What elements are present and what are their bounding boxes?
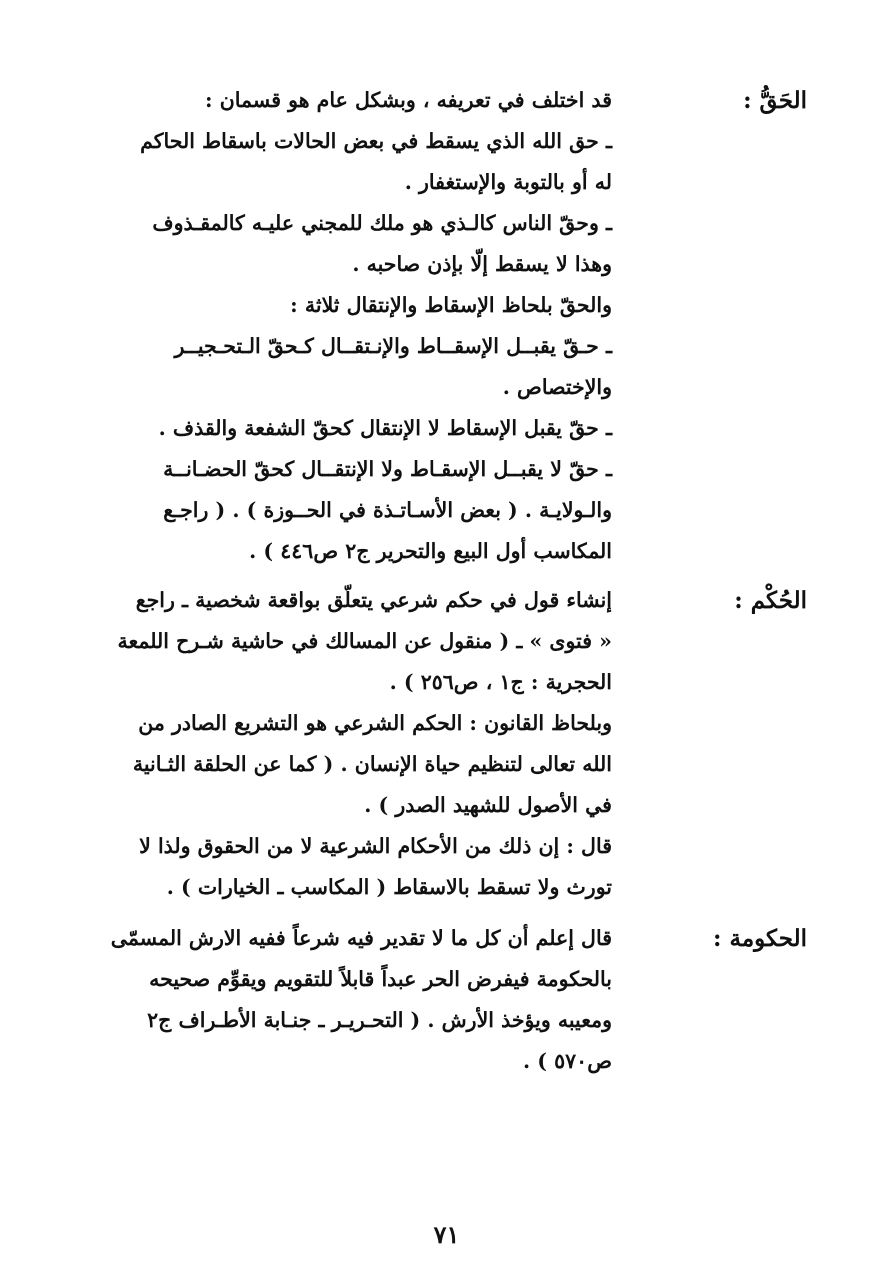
body-line: بالحكومة فيفرض الحر عبداً قابلاً للتقويم ويقوِّم صحيحه (149, 967, 612, 991)
body-line: له أو بالتوبة والإستغفار . (404, 170, 612, 194)
body-line: الله تعالى لتنظيم حياة الإنسان . ( كما عن الحلقة الثـانية (132, 752, 612, 776)
body-line: والحقّ بلحاظ الإسقاط والإنتقال ثلاثة : (290, 293, 612, 317)
body-line: إنشاء قول في حكم شرعي يتعلّق بواقعة شخصية ـ راجع (135, 588, 612, 612)
body-line: الحجرية : ج١ ، ص٢٥٦ ) . (389, 670, 612, 694)
body-line: ـ حـقّ يقبــل الإسقــاط والإنـتقــال كـحقّ الـتحـجيــر (174, 334, 612, 358)
body-line: ـ حقّ يقبل الإسقاط لا الإنتقال كحقّ الشفعة والقذف . (158, 416, 612, 440)
entry-body (92, 80, 612, 572)
body-line: ص٥٧٠ ) . (523, 1049, 612, 1073)
body-line: قال : إن ذلك من الأحكام الشرعية لا من الحقوق ولذا لا (139, 834, 612, 858)
body-line: وهذا لا يسقط إلّا بإذن صاحبه . (352, 252, 612, 276)
body-line: قد اختلف في تعريفه ، وبشكل عام هو قسمان : (205, 88, 612, 112)
page-number: ٧١ (433, 1220, 460, 1249)
body-line: ـ حق الله الذي يسقط في بعض الحالات باسقاط الحاكم (140, 129, 612, 153)
body-line: ـ وحقّ الناس كالـذي هو ملك للمجني عليـه كالمقـذوف (152, 211, 612, 235)
body-line: ومعيبه ويؤخذ الأرش . ( التحـريـر ـ جنـابة الأطـراف ج٢ (147, 1008, 612, 1032)
body-line: المكاسب أول البيع والتحرير ج٢ ص٤٤٦ ) . (249, 539, 612, 563)
body-line: تورث ولا تسقط بالاسقاط ( المكاسب ـ الخيارات ) . (166, 875, 612, 899)
entry-body (92, 918, 612, 1082)
entry-body (92, 580, 612, 908)
body-line: ـ حقّ لا يقبــل الإسقـاط ولا الإنتقــال كحقّ الحضـانــة (163, 457, 612, 481)
body-line: والـولايـة . ( بعض الأسـاتـذة في الحــوزة ) . ( راجـع (163, 498, 612, 522)
body-line: وبلحاظ القانون : الحكم الشرعي هو التشريع الصادر من (138, 711, 612, 735)
entry-term: الحُكْم : (734, 587, 807, 614)
body-line: قال إعلم أن كل ما لا تقدير فيه شرعاً ففيه الارش المسمّى (110, 926, 612, 950)
entry-term: الحكومة : (713, 925, 807, 952)
entry-term: الحَقُّ : (743, 87, 807, 114)
body-line: في الأصول للشهيد الصدر ) . (364, 793, 612, 817)
body-line: والإختصاص . (502, 375, 612, 399)
body-line: « فتوى » ـ ( منقول عن المسالك في حاشية شـرح اللمعة (117, 629, 612, 653)
